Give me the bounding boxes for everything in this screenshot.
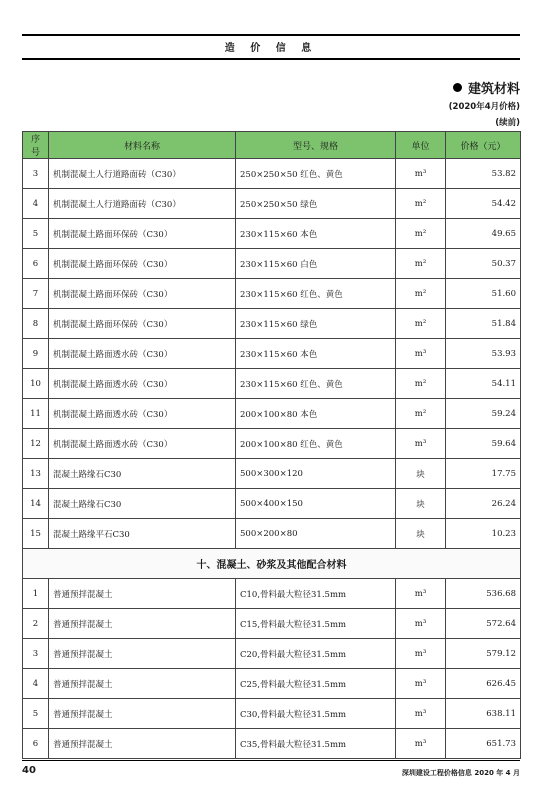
cell-no: 9 <box>23 339 49 369</box>
table-row <box>23 249 521 279</box>
bullet-icon <box>453 83 462 92</box>
cell-price: 50.37 <box>446 249 521 279</box>
cell-no: 13 <box>23 459 49 489</box>
cell-unit: m³ <box>396 699 446 729</box>
cell-no: 10 <box>23 369 49 399</box>
cell-spec: 500×200×80 <box>236 519 396 549</box>
cell-spec: 500×300×120 <box>236 459 396 489</box>
column-header-spec: 型号、规格 <box>236 132 396 159</box>
column-header-no: 序号 <box>23 132 49 159</box>
cell-name: 机制混凝土路面透水砖（C30） <box>49 429 236 459</box>
cell-no: 3 <box>23 639 49 669</box>
cell-no: 6 <box>23 729 49 759</box>
cell-spec: 200×100×80 红色、黄色 <box>236 429 396 459</box>
cell-unit: 块 <box>396 519 446 549</box>
cell-no: 7 <box>23 279 49 309</box>
cell-no: 6 <box>23 249 49 279</box>
cell-price: 26.24 <box>446 489 521 519</box>
table-row <box>23 729 521 759</box>
cell-price: 572.64 <box>446 609 521 639</box>
cell-spec: C35,骨料最大粒径31.5mm <box>236 729 396 759</box>
price-table <box>22 131 521 759</box>
cell-spec: C20,骨料最大粒径31.5mm <box>236 639 396 669</box>
cell-no: 3 <box>23 159 49 189</box>
cell-unit: m³ <box>396 609 446 639</box>
table-body-concrete <box>23 579 521 759</box>
footer-rule <box>22 760 520 761</box>
column-header-name: 材料名称 <box>49 132 236 159</box>
cell-unit: 块 <box>396 489 446 519</box>
cell-no: 12 <box>23 429 49 459</box>
table-row <box>23 279 521 309</box>
cell-spec: C30,骨料最大粒径31.5mm <box>236 699 396 729</box>
cell-price: 626.45 <box>446 669 521 699</box>
cell-spec: 230×115×60 本色 <box>236 339 396 369</box>
section-title: 建筑材料 <box>467 82 520 97</box>
cell-unit: m² <box>396 279 446 309</box>
cell-no: 14 <box>23 489 49 519</box>
cell-spec: 250×250×50 红色、黄色 <box>236 159 396 189</box>
cell-name: 机制混凝土人行道路面砖（C30） <box>49 159 236 189</box>
cell-spec: 230×115×60 白色 <box>236 249 396 279</box>
section-continued-note: (续前) <box>495 118 520 128</box>
cell-no: 11 <box>23 399 49 429</box>
cell-unit: m² <box>396 399 446 429</box>
table-body-paving <box>23 159 521 549</box>
table-row <box>23 309 521 339</box>
table-row <box>23 399 521 429</box>
cell-price: 49.65 <box>446 219 521 249</box>
cell-unit: m³ <box>396 639 446 669</box>
cell-no: 8 <box>23 309 49 339</box>
cell-price: 536.68 <box>446 579 521 609</box>
cell-price: 17.75 <box>446 459 521 489</box>
cell-name: 普通预拌混凝土 <box>49 639 236 669</box>
cell-price: 53.93 <box>446 339 521 369</box>
cell-no: 15 <box>23 519 49 549</box>
footer-publication: 深圳建设工程价格信息 2020 年 4 月 <box>401 769 520 777</box>
cell-unit: m³ <box>396 159 446 189</box>
cell-spec: C15,骨料最大粒径31.5mm <box>236 609 396 639</box>
cell-name: 机制混凝土人行道路面砖（C30） <box>49 189 236 219</box>
cell-name: 普通预拌混凝土 <box>49 579 236 609</box>
table-row <box>23 219 521 249</box>
table-row <box>23 579 521 609</box>
section-subtitle: (2020年4月价格) <box>448 102 520 112</box>
cell-unit: m³ <box>396 669 446 699</box>
column-header-unit: 单位 <box>396 132 446 159</box>
cell-unit: m² <box>396 309 446 339</box>
cell-price: 54.42 <box>446 189 521 219</box>
cell-price: 579.12 <box>446 639 521 669</box>
cell-price: 59.24 <box>446 399 521 429</box>
cell-name: 混凝土路缘石C30 <box>49 459 236 489</box>
cell-no: 2 <box>23 609 49 639</box>
cell-unit: m² <box>396 249 446 279</box>
table-row <box>23 189 521 219</box>
cell-name: 机制混凝土路面环保砖（C30） <box>49 309 236 339</box>
group-header-row <box>23 549 521 579</box>
cell-price: 54.11 <box>446 369 521 399</box>
cell-name: 机制混凝土路面透水砖（C30） <box>49 339 236 369</box>
table-row <box>23 339 521 369</box>
cell-price: 51.60 <box>446 279 521 309</box>
cell-spec: 230×115×60 红色、黄色 <box>236 369 396 399</box>
table-row <box>23 369 521 399</box>
cell-name: 普通预拌混凝土 <box>49 609 236 639</box>
cell-name: 普通预拌混凝土 <box>49 729 236 759</box>
cell-name: 机制混凝土路面环保砖（C30） <box>49 219 236 249</box>
table-row <box>23 699 521 729</box>
cell-name: 机制混凝土路面环保砖（C30） <box>49 279 236 309</box>
table-row <box>23 429 521 459</box>
cell-unit: m³ <box>396 579 446 609</box>
cell-unit: m³ <box>396 429 446 459</box>
header-top-rule <box>22 34 520 36</box>
table-row <box>23 519 521 549</box>
cell-no: 1 <box>23 579 49 609</box>
table-row <box>23 159 521 189</box>
cell-spec: C10,骨料最大粒径31.5mm <box>236 579 396 609</box>
group-title: 十、混凝土、砂浆及其他配合材料 <box>23 549 521 579</box>
cell-unit: m² <box>396 219 446 249</box>
cell-name: 混凝土路缘平石C30 <box>49 519 236 549</box>
cell-name: 机制混凝土路面透水砖（C30） <box>49 399 236 429</box>
cell-spec: 230×115×60 红色、黄色 <box>236 279 396 309</box>
table-row <box>23 669 521 699</box>
cell-unit: m² <box>396 189 446 219</box>
cell-name: 机制混凝土路面透水砖（C30） <box>49 369 236 399</box>
cell-no: 5 <box>23 699 49 729</box>
running-header-title: 造 价 信 息 <box>224 43 318 54</box>
table-row <box>23 639 521 669</box>
cell-price: 53.82 <box>446 159 521 189</box>
cell-price: 638.11 <box>446 699 521 729</box>
section-heading <box>449 78 520 129</box>
cell-unit: m³ <box>396 339 446 369</box>
header-bottom-rule <box>22 58 520 60</box>
table-header-row <box>23 132 521 159</box>
cell-spec: C25,骨料最大粒径31.5mm <box>236 669 396 699</box>
cell-spec: 230×115×60 绿色 <box>236 309 396 339</box>
cell-price: 10.23 <box>446 519 521 549</box>
cell-price: 59.64 <box>446 429 521 459</box>
table-row <box>23 609 521 639</box>
cell-unit: m³ <box>396 729 446 759</box>
cell-name: 混凝土路缘石C30 <box>49 489 236 519</box>
cell-spec: 200×100×80 本色 <box>236 399 396 429</box>
page-number: 40 <box>22 765 36 776</box>
column-header-price: 价格（元） <box>446 132 521 159</box>
cell-price: 651.73 <box>446 729 521 759</box>
cell-no: 4 <box>23 669 49 699</box>
cell-unit: m² <box>396 369 446 399</box>
table-row <box>23 459 521 489</box>
cell-name: 普通预拌混凝土 <box>49 669 236 699</box>
cell-name: 机制混凝土路面环保砖（C30） <box>49 249 236 279</box>
cell-unit: 块 <box>396 459 446 489</box>
cell-spec: 250×250×50 绿色 <box>236 189 396 219</box>
cell-price: 51.84 <box>446 309 521 339</box>
cell-no: 5 <box>23 219 49 249</box>
table-row <box>23 489 521 519</box>
cell-spec: 230×115×60 本色 <box>236 219 396 249</box>
cell-no: 4 <box>23 189 49 219</box>
cell-spec: 500×400×150 <box>236 489 396 519</box>
cell-name: 普通预拌混凝土 <box>49 699 236 729</box>
